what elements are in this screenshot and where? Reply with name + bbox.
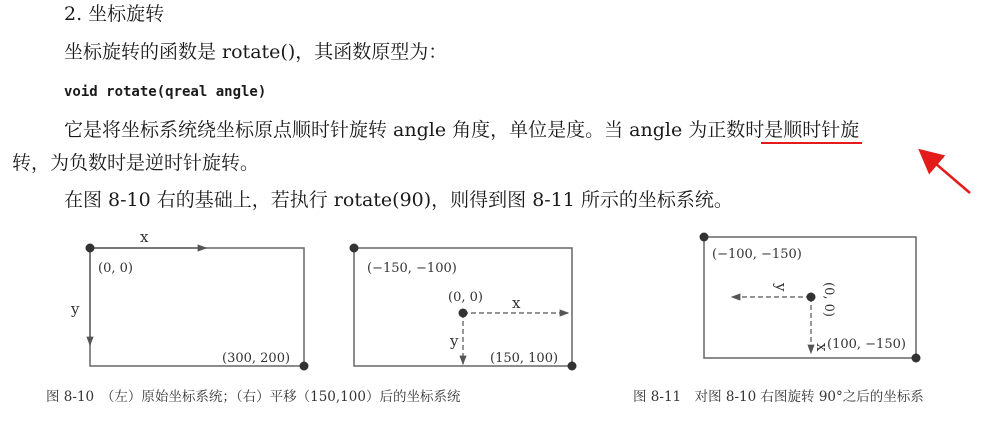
- fig-right-y-label: y: [772, 283, 790, 292]
- figure-8-11: [700, 233, 921, 363]
- fig-right-origin-label: (0, 0): [821, 282, 836, 317]
- figure-8-10-right: [350, 244, 577, 371]
- fig-mid-topleft-dot: [350, 244, 359, 253]
- caption-figure-8-10: 图 8-10 （左）原始坐标系统；（右）平移（150,100）后的坐标系统: [46, 389, 461, 405]
- fig-right-topleft-dot: [700, 233, 709, 242]
- fig-mid-y-label: y: [450, 332, 459, 350]
- fig-left-x-label: x: [140, 228, 149, 246]
- fig-right-x-label: x: [813, 343, 831, 352]
- fig-right-origin-dot: [807, 293, 816, 302]
- fig-mid-x-label: x: [512, 294, 521, 312]
- code-prototype: void rotate(qreal angle): [64, 84, 267, 100]
- fig-left-corner-label: (300, 200): [222, 351, 291, 366]
- fig-left-origin-label: (0, 0): [98, 261, 133, 276]
- caption-figure-8-11: 图 8-11 对图 8-10 右图旋转 90°之后的坐标系: [633, 389, 924, 405]
- fig-mid-origin-dot: [459, 309, 468, 318]
- fig-right-corner-dot: [912, 354, 921, 363]
- fig-mid-origin-label: (0, 0): [448, 290, 483, 305]
- fig-left-y-label: y: [71, 300, 80, 318]
- section-heading: 2. 坐标旋转: [64, 3, 165, 25]
- body-paragraph-line2: 转，为负数时是逆时针旋转。: [12, 152, 260, 174]
- highlighted-text-content: 是顺时针旋: [764, 119, 860, 141]
- intro-paragraph: 坐标旋转的函数是 rotate()，其函数原型为：: [64, 41, 448, 63]
- figure-8-10-left: [70, 228, 309, 371]
- example-paragraph: 在图 8-10 右的基础上，若执行 rotate(90)，则得到图 8-11 所示的坐标系统。: [64, 189, 733, 211]
- fig-mid-corner-dot: [568, 362, 577, 371]
- fig-mid-topleft-label: (−150, −100): [367, 261, 457, 276]
- body-text: 它是将坐标系统绕坐标原点顺时针旋转 angle 角度，单位是度。当 angle 为正数时: [64, 119, 765, 141]
- fig-left-corner-dot: [300, 362, 309, 371]
- fig-right-topleft-label: (−100, −150): [712, 247, 802, 262]
- fig-left-origin-dot: [86, 244, 95, 253]
- fig-mid-corner-label: (150, 100): [490, 351, 559, 366]
- fig-right-corner-label: (100, −150): [827, 337, 906, 352]
